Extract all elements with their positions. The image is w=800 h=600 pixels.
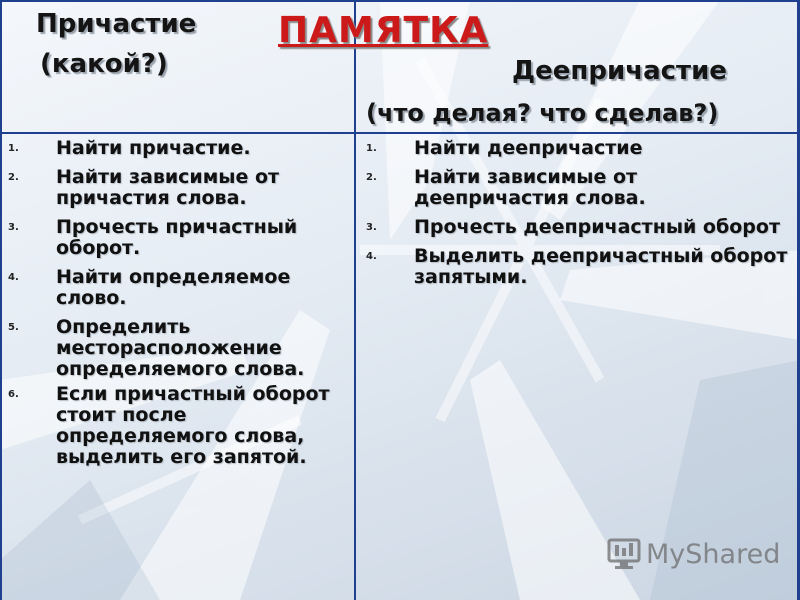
gerund-header-question: (что делая? что сделав?) xyxy=(366,99,719,127)
list-item xyxy=(8,138,348,159)
list-item xyxy=(8,384,348,468)
watermark-text: MyShared xyxy=(646,538,781,570)
list-item xyxy=(366,167,791,209)
list-item-number: 3. xyxy=(366,222,377,233)
gerund-header-title: Деепричастие xyxy=(512,56,727,86)
list-item-number: 5. xyxy=(8,322,19,333)
participle-header-question: (какой?) xyxy=(40,49,168,79)
list-item xyxy=(8,267,348,309)
list-item-text: Найти определяемое слово. xyxy=(56,266,291,309)
list-item xyxy=(366,138,791,159)
list-item xyxy=(366,217,791,238)
list-item xyxy=(8,167,348,209)
participle-header-title: Причастие xyxy=(36,9,197,39)
list-item-text: Прочесть деепричастный оборот xyxy=(414,216,780,238)
list-item-text: Если причастный оборот стоит после определяемого слова, выделить его запятой. xyxy=(56,383,330,468)
list-item-number: 4. xyxy=(366,251,377,262)
gerund-steps-list xyxy=(366,138,791,296)
list-item-number: 2. xyxy=(366,172,377,183)
monitor-logo-icon xyxy=(606,537,642,571)
list-item-text: Найти деепричастие xyxy=(414,137,643,159)
list-item xyxy=(8,317,348,380)
list-item xyxy=(366,246,791,288)
list-item-number: 1. xyxy=(8,143,19,154)
list-item-number: 1. xyxy=(366,143,377,154)
page-title: ПАМЯТКА xyxy=(278,10,489,51)
gerund-header xyxy=(360,50,790,134)
table-column-divider xyxy=(354,0,356,600)
list-item xyxy=(8,217,348,259)
list-item-number: 3. xyxy=(8,222,19,233)
list-item-text: Прочесть причастный оборот. xyxy=(56,216,298,259)
list-item-number: 2. xyxy=(8,172,19,183)
list-item-text: Найти зависимые от деепричастия слова. xyxy=(414,166,646,209)
myshared-watermark xyxy=(606,536,780,572)
list-item-text: Выделить деепричастный оборот запятыми. xyxy=(414,245,788,288)
list-item-number: 4. xyxy=(8,272,19,283)
table-top-border xyxy=(0,0,800,2)
participle-steps-list xyxy=(8,138,348,476)
list-item-text: Найти зависимые от причастия слова. xyxy=(56,166,280,209)
table-left-border xyxy=(0,0,2,600)
list-item-text: Найти причастие. xyxy=(56,137,251,159)
list-item-number: 6. xyxy=(8,389,19,400)
list-item-text: Определить месторасположение определяемого слова. xyxy=(56,316,305,380)
